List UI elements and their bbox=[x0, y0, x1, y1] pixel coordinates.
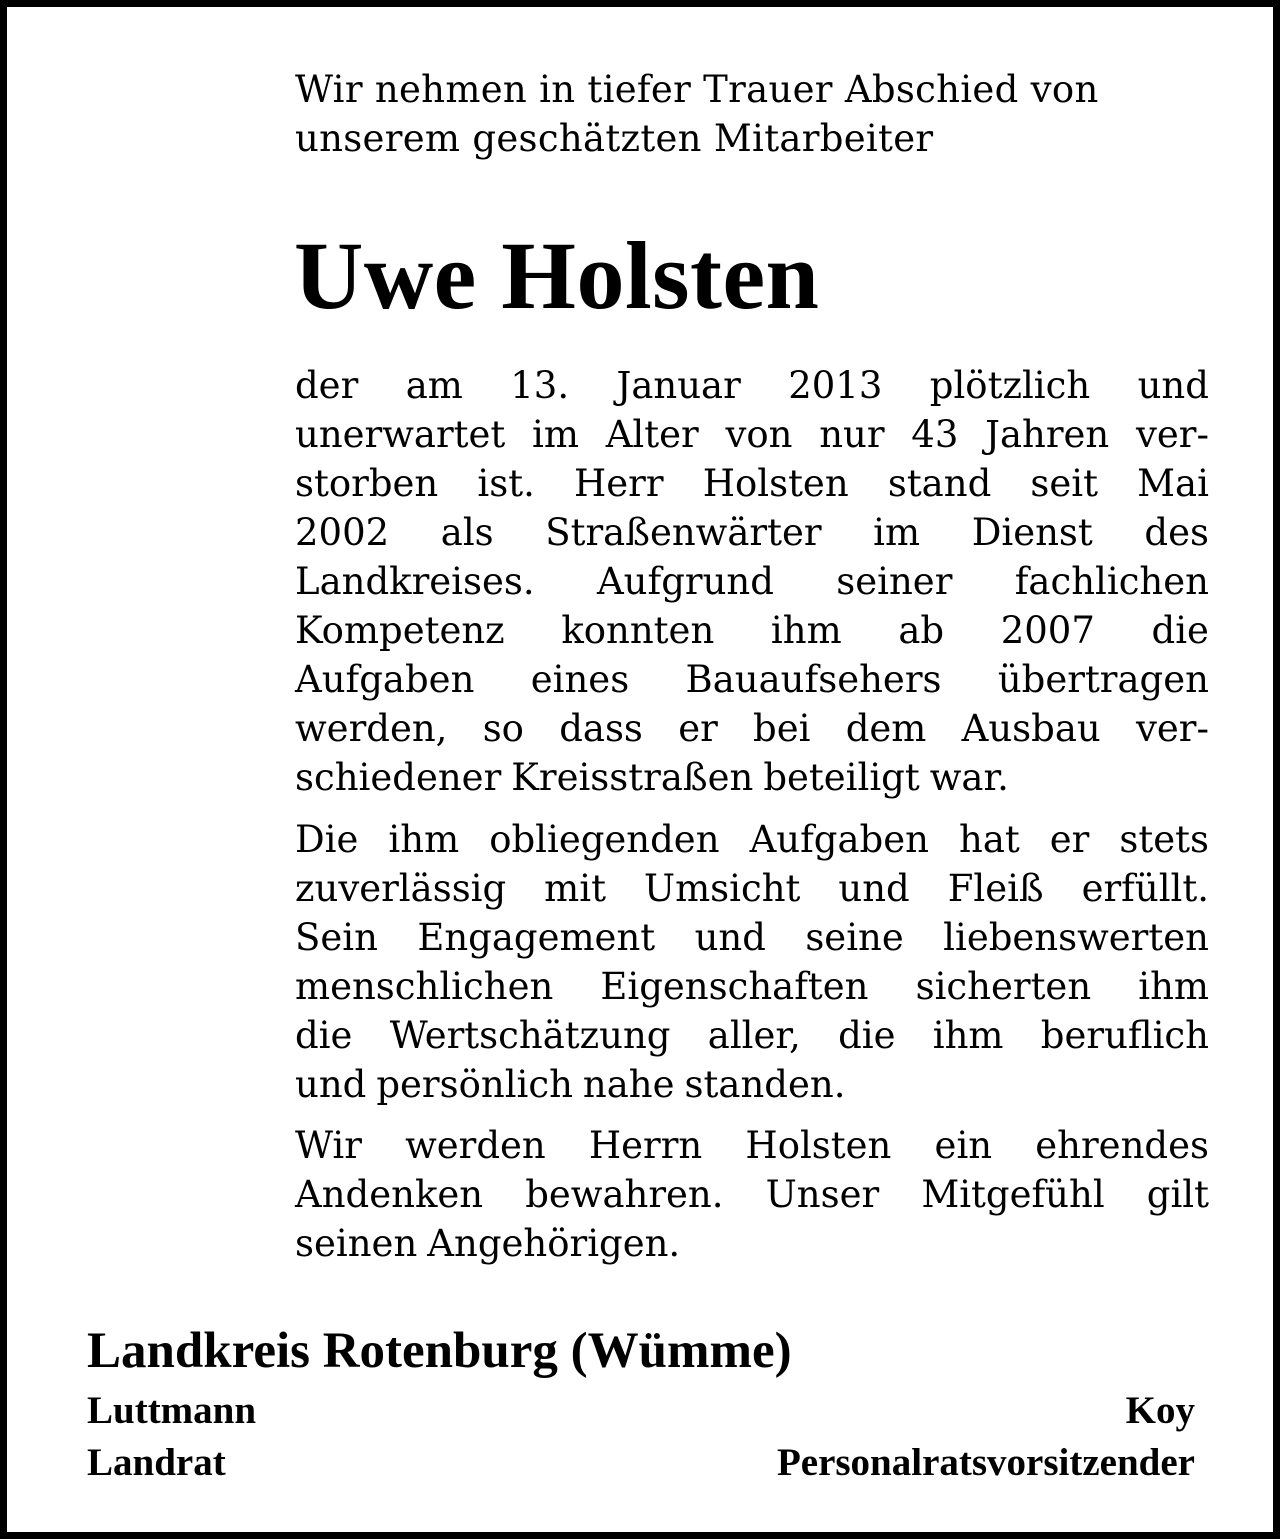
deceased-name: Uwe Holsten bbox=[294, 222, 820, 329]
paragraph-line: Aufgaben eines Bauaufsehers übertragen bbox=[295, 658, 1209, 701]
organization-name: Landkreis Rotenburg (Wümme) bbox=[87, 1323, 792, 1379]
paragraph-line: zuverlässig mit Umsicht und Fleiß erfüllt. bbox=[295, 867, 1209, 910]
paragraph-line: storben ist. Herr Holsten stand seit Mai bbox=[295, 462, 1209, 505]
paragraph-line: menschlichen Eigenschaften sicherten ihm bbox=[295, 965, 1209, 1008]
paragraph-line: Sein Engagement und seine liebenswerten bbox=[295, 916, 1209, 959]
paragraph-line: die Wertschätzung aller, die ihm beruflich bbox=[295, 1014, 1209, 1057]
intro-line: Wir nehmen in tiefer Trauer Abschied von bbox=[295, 68, 1099, 111]
paragraph-line: Landkreises. Aufgrund seiner fachlichen bbox=[295, 560, 1209, 603]
signatory-right-name: Koy bbox=[1125, 1389, 1195, 1432]
signatory-right-title: Personalratsvorsitzender bbox=[776, 1441, 1195, 1484]
paragraph-line: werden, so dass er bei dem Ausbau ver- bbox=[295, 707, 1209, 750]
signatory-left-name: Luttmann bbox=[87, 1389, 257, 1432]
paragraph-2 bbox=[295, 815, 1209, 1109]
paragraph-line: unerwartet im Alter von nur 43 Jahren ver- bbox=[295, 413, 1209, 456]
signatory-left-title: Landrat bbox=[87, 1441, 226, 1484]
paragraph-line: Wir werden Herrn Holsten ein ehrendes bbox=[295, 1124, 1209, 1167]
intro-text bbox=[295, 65, 1195, 163]
paragraph-line: Kompetenz konnten ihm ab 2007 die bbox=[295, 609, 1209, 652]
intro-line: unserem geschätzten Mitarbeiter bbox=[295, 117, 934, 160]
signatory-left bbox=[87, 1385, 256, 1489]
paragraph-line: und persönlich nahe standen. bbox=[295, 1063, 846, 1106]
paragraph-3 bbox=[295, 1121, 1209, 1268]
paragraph-line: 2002 als Straßenwärter im Dienst des bbox=[295, 511, 1209, 554]
paragraph-1 bbox=[295, 361, 1209, 802]
signatory-right bbox=[777, 1385, 1195, 1489]
paragraph-line: schiedener Kreisstraßen beteiligt war. bbox=[295, 756, 1009, 799]
paragraph-line: Die ihm obliegenden Aufgaben hat er stets bbox=[295, 818, 1209, 861]
paragraph-line: seinen Angehörigen. bbox=[295, 1222, 681, 1265]
paragraph-line: Andenken bewahren. Unser Mitgefühl gilt bbox=[295, 1173, 1209, 1216]
paragraph-line: der am 13. Januar 2013 plötzlich und bbox=[295, 364, 1209, 407]
